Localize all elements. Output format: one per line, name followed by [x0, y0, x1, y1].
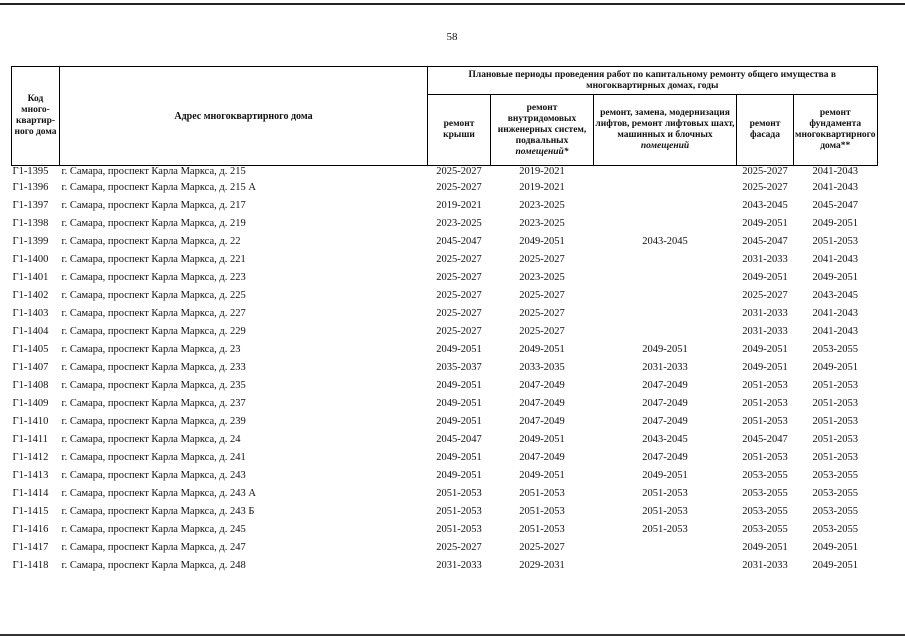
house-address: г. Самара, проспект Карла Маркса, д. 225: [61, 289, 246, 301]
bottom-rule: [0, 634, 905, 636]
house-address: г. Самара, проспект Карла Маркса, д. 243: [61, 469, 246, 481]
facade-period: 2031-2033: [742, 325, 788, 337]
table-row: [12, 502, 878, 520]
header-elevators-italic: помещений: [640, 141, 690, 151]
roof-period: 2025-2027: [436, 289, 482, 301]
roof-period: 2023-2025: [436, 217, 482, 229]
foundation-period: 2049-2051: [812, 559, 858, 571]
foundation-period: 2045-2047: [812, 199, 858, 211]
header-facade: ремонт фасада: [737, 95, 794, 166]
roof-period: 2049-2051: [436, 469, 482, 481]
elevators-period: [594, 250, 737, 268]
house-address: г. Самара, проспект Карла Маркса, д. 227: [61, 307, 246, 319]
house-code: Г1-1417: [12, 541, 49, 553]
roof-period: 2045-2047: [436, 433, 482, 445]
table-row: [12, 520, 878, 538]
header-systems-text: ремонт внутридомовых инженерных систем, подвальных: [497, 102, 587, 146]
facade-period: 2049-2051: [742, 217, 788, 229]
facade-period: 2043-2045: [742, 199, 788, 211]
table-row: [12, 250, 878, 268]
elevators-period: [594, 322, 737, 340]
foundation-period: 2041-2043: [812, 181, 858, 193]
elevators-period: [594, 556, 737, 574]
facade-period: 2031-2033: [742, 559, 788, 571]
house-code: Г1-1416: [12, 523, 49, 535]
roof-period: 2025-2027: [436, 307, 482, 319]
facade-period: 2025-2027: [742, 289, 788, 301]
facade-period: 2025-2027: [742, 181, 788, 193]
systems-period: 2023-2025: [519, 199, 565, 211]
elevators-period: [594, 178, 737, 196]
facade-period: 2049-2051: [742, 541, 788, 553]
facade-period: 2045-2047: [742, 235, 788, 247]
elevators-period: 2051-2053: [642, 505, 688, 517]
foundation-period: 2049-2051: [812, 217, 858, 229]
systems-period: 2049-2051: [519, 433, 565, 445]
header-foundation: ремонт фундамента многоквартирного дома**: [794, 95, 878, 166]
foundation-period: 2051-2053: [812, 415, 858, 427]
systems-period: 2023-2025: [519, 217, 565, 229]
systems-period: 2023-2025: [519, 271, 565, 283]
systems-period: 2051-2053: [519, 505, 565, 517]
systems-period: 2047-2049: [519, 379, 565, 391]
house-code: Г1-1402: [12, 289, 49, 301]
systems-period: 2033-2035: [519, 361, 565, 373]
roof-period: 2049-2051: [436, 379, 482, 391]
house-address: г. Самара, проспект Карла Маркса, д. 233: [61, 361, 246, 373]
house-code: Г1-1398: [12, 217, 49, 229]
elevators-period: 2047-2049: [642, 397, 688, 409]
table-row: [12, 322, 878, 340]
foundation-period: 2051-2053: [812, 379, 858, 391]
facade-period: 2049-2051: [742, 343, 788, 355]
foundation-period: 2053-2055: [812, 505, 858, 517]
roof-period: 2025-2027: [436, 271, 482, 283]
foundation-period: 2041-2043: [812, 325, 858, 337]
facade-period: 2051-2053: [742, 415, 788, 427]
elevators-period: [594, 538, 737, 556]
house-address: г. Самара, проспект Карла Маркса, д. 229: [61, 325, 246, 337]
elevators-period: 2047-2049: [642, 415, 688, 427]
header-systems: [491, 95, 594, 166]
house-code: Г1-1407: [12, 361, 49, 373]
house-code: Г1-1405: [12, 343, 49, 355]
house-code: Г1-1410: [12, 415, 49, 427]
facade-period: 2045-2047: [742, 433, 788, 445]
elevators-period: 2049-2051: [642, 343, 688, 355]
systems-period: 2047-2049: [519, 451, 565, 463]
elevators-period: [594, 166, 737, 179]
foundation-period: 2049-2051: [812, 361, 858, 373]
house-code: Г1-1399: [12, 235, 49, 247]
facade-period: 2051-2053: [742, 451, 788, 463]
house-code: Г1-1413: [12, 469, 49, 481]
house-code: Г1-1411: [12, 433, 48, 445]
foundation-period: 2049-2051: [812, 271, 858, 283]
header-roof: ремонт крыши: [428, 95, 491, 166]
roof-period: 2049-2051: [436, 397, 482, 409]
roof-period: 2051-2053: [436, 505, 482, 517]
table-row: [12, 430, 878, 448]
foundation-period: 2049-2051: [812, 541, 858, 553]
systems-period: 2049-2051: [519, 469, 565, 481]
house-code: Г1-1403: [12, 307, 49, 319]
facade-period: 2053-2055: [742, 505, 788, 517]
header-planned-periods: Плановые периоды проведения работ по капитальному ремонту общего имущества в многоквартирных домах, годы: [428, 67, 878, 95]
house-address: г. Самара, проспект Карла Маркса, д. 22: [61, 235, 241, 247]
house-code: Г1-1409: [12, 397, 49, 409]
elevators-period: 2043-2045: [642, 433, 688, 445]
house-address: г. Самара, проспект Карла Маркса, д. 215 А: [61, 181, 256, 193]
table-row: [12, 166, 878, 179]
systems-period: 2051-2053: [519, 523, 565, 535]
elevators-period: [594, 196, 737, 214]
facade-period: 2053-2055: [742, 523, 788, 535]
header-systems-italic: помещений*: [515, 146, 569, 157]
house-address: г. Самара, проспект Карла Маркса, д. 247: [61, 541, 246, 553]
house-code: Г1-1396: [12, 181, 49, 193]
page-number: 58: [446, 31, 458, 43]
systems-period: 2019-2021: [519, 166, 565, 177]
facade-period: 2051-2053: [742, 379, 788, 391]
table-row: [12, 538, 878, 556]
systems-period: 2025-2027: [519, 541, 565, 553]
roof-period: 2025-2027: [436, 181, 482, 193]
roof-period: 2051-2053: [436, 523, 482, 535]
table-row: [12, 214, 878, 232]
elevators-period: 2049-2051: [642, 469, 688, 481]
house-address: г. Самара, проспект Карла Маркса, д. 215: [61, 166, 246, 177]
roof-period: 2049-2051: [436, 415, 482, 427]
table-row: [12, 286, 878, 304]
elevators-period: [594, 304, 737, 322]
facade-period: 2051-2053: [742, 397, 788, 409]
capital-repair-table: [11, 66, 878, 574]
house-address: г. Самара, проспект Карла Маркса, д. 23: [61, 343, 241, 355]
elevators-period: 2031-2033: [642, 361, 688, 373]
roof-period: 2025-2027: [436, 166, 482, 177]
house-code: Г1-1408: [12, 379, 49, 391]
foundation-period: 2051-2053: [812, 451, 858, 463]
systems-period: 2047-2049: [519, 415, 565, 427]
systems-period: 2051-2053: [519, 487, 565, 499]
roof-period: 2031-2033: [436, 559, 482, 571]
roof-period: 2049-2051: [436, 343, 482, 355]
foundation-period: 2041-2043: [812, 166, 858, 177]
house-address: г. Самара, проспект Карла Маркса, д. 248: [61, 559, 246, 571]
roof-period: 2051-2053: [436, 487, 482, 499]
roof-period: 2049-2051: [436, 451, 482, 463]
table-row: [12, 484, 878, 502]
elevators-period: [594, 286, 737, 304]
elevators-period: 2047-2049: [642, 451, 688, 463]
house-code: Г1-1401: [12, 271, 49, 283]
house-address: г. Самара, проспект Карла Маркса, д. 235: [61, 379, 246, 391]
foundation-period: 2053-2055: [812, 343, 858, 355]
roof-period: 2035-2037: [436, 361, 482, 373]
roof-period: 2019-2021: [436, 199, 482, 211]
house-address: г. Самара, проспект Карла Маркса, д. 241: [61, 451, 246, 463]
foundation-period: 2051-2053: [812, 235, 858, 247]
header-address: Адрес многоквартирного дома: [60, 67, 428, 166]
systems-period: 2025-2027: [519, 325, 565, 337]
foundation-period: 2053-2055: [812, 487, 858, 499]
house-code: Г1-1400: [12, 253, 49, 265]
table-row: [12, 232, 878, 250]
foundation-period: 2051-2053: [812, 397, 858, 409]
table-body: [12, 166, 878, 575]
house-code: Г1-1418: [12, 559, 49, 571]
systems-period: 2019-2021: [519, 181, 565, 193]
house-code: Г1-1395: [12, 166, 49, 177]
house-address: г. Самара, проспект Карла Маркса, д. 239: [61, 415, 246, 427]
house-code: Г1-1404: [12, 325, 49, 337]
systems-period: 2047-2049: [519, 397, 565, 409]
facade-period: 2031-2033: [742, 253, 788, 265]
elevators-period: 2047-2049: [642, 379, 688, 391]
house-address: г. Самара, проспект Карла Маркса, д. 245: [61, 523, 246, 535]
house-address: г. Самара, проспект Карла Маркса, д. 243 А: [61, 487, 256, 499]
facade-period: 2053-2055: [742, 487, 788, 499]
facade-period: 2025-2027: [742, 166, 788, 177]
elevators-period: 2051-2053: [642, 523, 688, 535]
house-address: г. Самара, проспект Карла Маркса, д. 223: [61, 271, 246, 283]
facade-period: 2031-2033: [742, 307, 788, 319]
table-row: [12, 178, 878, 196]
table-row: [12, 556, 878, 574]
systems-period: 2029-2031: [519, 559, 565, 571]
house-address: г. Самара, проспект Карла Маркса, д. 243 Б: [61, 505, 255, 517]
house-code: Г1-1415: [12, 505, 49, 517]
table-row: [12, 268, 878, 286]
table-row: [12, 448, 878, 466]
elevators-period: 2043-2045: [642, 235, 688, 247]
foundation-period: 2053-2055: [812, 469, 858, 481]
facade-period: 2053-2055: [742, 469, 788, 481]
header-elevators: [594, 95, 737, 166]
top-rule: [0, 3, 905, 5]
elevators-period: [594, 268, 737, 286]
foundation-period: 2053-2055: [812, 523, 858, 535]
house-code: Г1-1397: [12, 199, 49, 211]
table-row: [12, 412, 878, 430]
systems-period: 2049-2051: [519, 235, 565, 247]
facade-period: 2049-2051: [742, 271, 788, 283]
systems-period: 2049-2051: [519, 343, 565, 355]
foundation-period: 2051-2053: [812, 433, 858, 445]
systems-period: 2025-2027: [519, 307, 565, 319]
table-row: [12, 466, 878, 484]
foundation-period: 2041-2043: [812, 253, 858, 265]
facade-period: 2049-2051: [742, 361, 788, 373]
header-code: Код много-квартир-ного дома: [12, 67, 60, 166]
table-row: [12, 394, 878, 412]
roof-period: 2025-2027: [436, 325, 482, 337]
foundation-period: 2041-2043: [812, 307, 858, 319]
foundation-period: 2043-2045: [812, 289, 858, 301]
house-code: Г1-1414: [12, 487, 49, 499]
roof-period: 2025-2027: [436, 253, 482, 265]
house-address: г. Самара, проспект Карла Маркса, д. 237: [61, 397, 246, 409]
house-address: г. Самара, проспект Карла Маркса, д. 24: [61, 433, 241, 445]
roof-period: 2045-2047: [436, 235, 482, 247]
house-address: г. Самара, проспект Карла Маркса, д. 221: [61, 253, 246, 265]
house-address: г. Самара, проспект Карла Маркса, д. 219: [61, 217, 246, 229]
table-row: [12, 196, 878, 214]
house-address: г. Самара, проспект Карла Маркса, д. 217: [61, 199, 246, 211]
systems-period: 2025-2027: [519, 289, 565, 301]
table-row: [12, 304, 878, 322]
house-code: Г1-1412: [12, 451, 49, 463]
header-elevators-text: ремонт, замена, модернизация лифтов, ремонт лифтовых шахт, машинных и блочных: [595, 108, 735, 140]
table-row: [12, 376, 878, 394]
systems-period: 2025-2027: [519, 253, 565, 265]
table-row: [12, 340, 878, 358]
elevators-period: [594, 214, 737, 232]
roof-period: 2025-2027: [436, 541, 482, 553]
elevators-period: 2051-2053: [642, 487, 688, 499]
table-row: [12, 358, 878, 376]
